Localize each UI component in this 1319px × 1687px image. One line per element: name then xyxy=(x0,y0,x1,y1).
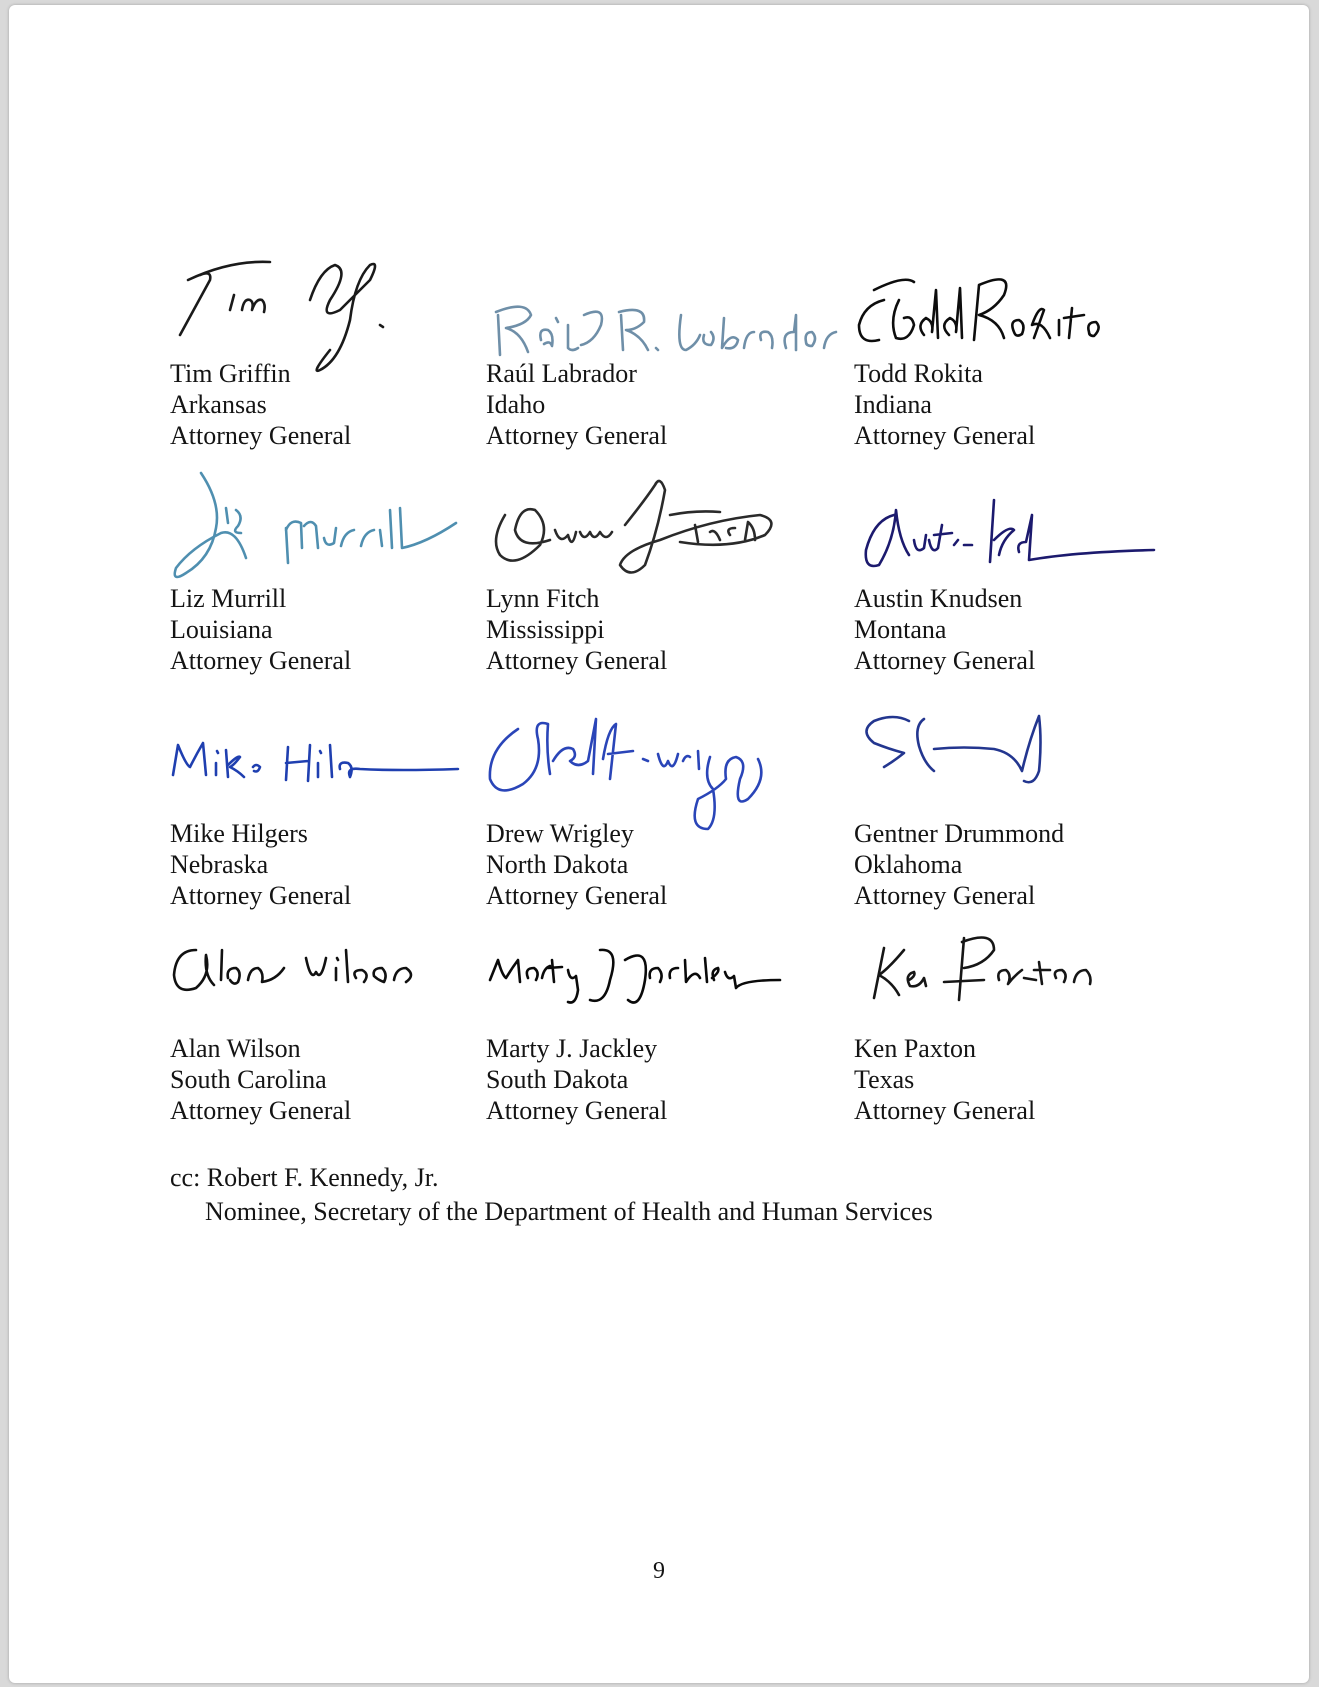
signature-stroke xyxy=(490,719,761,829)
page-number: 9 xyxy=(653,1558,665,1584)
signature-stroke xyxy=(496,307,836,355)
signatory-name: Lynn Fitch xyxy=(486,584,600,613)
signatory-state: Texas xyxy=(854,1065,915,1094)
signature-stroke xyxy=(175,473,456,577)
signatory-state: Montana xyxy=(854,615,947,644)
signature-stroke xyxy=(859,279,1099,341)
signatory-state: North Dakota xyxy=(486,850,629,879)
signatory-state: Idaho xyxy=(486,390,546,419)
signature-austin-knudsen xyxy=(854,480,1174,590)
signature-stroke xyxy=(180,262,383,371)
signature-alan-wilson xyxy=(166,920,466,1020)
signatory-name: Drew Wrigley xyxy=(486,819,634,848)
signature-tim-griffin xyxy=(170,240,470,370)
signature-todd-rokita xyxy=(854,260,1114,360)
signature-stroke xyxy=(867,716,1041,782)
signatory-state: South Carolina xyxy=(170,1065,327,1094)
signature-stroke xyxy=(490,950,780,1003)
signatory-title: Attorney General xyxy=(486,646,668,675)
signatory-name: Marty J. Jackley xyxy=(486,1034,658,1063)
signature-stroke xyxy=(174,950,411,990)
cc-recipient-title: Nominee, Secretary of the Department of Health and Human Services xyxy=(205,1197,933,1226)
signature-mike-hilgers xyxy=(168,705,468,805)
signature-stroke xyxy=(866,500,1154,566)
signatory-state: Louisiana xyxy=(170,615,273,644)
signature-liz-murrill xyxy=(166,468,466,598)
signatory-title: Attorney General xyxy=(854,1096,1036,1125)
signatory-title: Attorney General xyxy=(170,1096,352,1125)
signatory-title: Attorney General xyxy=(170,646,352,675)
signatory-name: Liz Murrill xyxy=(170,584,287,613)
signatory-name: Mike Hilgers xyxy=(170,819,308,848)
signatory-title: Attorney General xyxy=(854,646,1036,675)
signatory-name: Todd Rokita xyxy=(854,359,983,388)
signature-stroke xyxy=(496,481,771,573)
cc-block xyxy=(170,1161,933,1229)
signatory-state: South Dakota xyxy=(486,1065,629,1094)
document-page xyxy=(9,5,1309,1683)
cc-recipient: cc: Robert F. Kennedy, Jr. xyxy=(170,1163,439,1192)
signatory-name: Alan Wilson xyxy=(170,1034,301,1063)
signatory-title: Attorney General xyxy=(486,881,668,910)
signature-lynn-fitch xyxy=(480,470,790,600)
signatory-state: Indiana xyxy=(854,390,932,419)
signatory-name: Gentner Drummond xyxy=(854,819,1065,848)
signatory-state: Mississippi xyxy=(486,615,605,644)
signature-stroke xyxy=(874,938,1091,1001)
signatory-name: Austin Knudsen xyxy=(854,584,1023,613)
signatory-name: Raúl Labrador xyxy=(486,359,637,388)
signatory-name: Ken Paxton xyxy=(854,1034,977,1063)
signatory-name: Tim Griffin xyxy=(170,359,291,388)
signature-marty-jackley xyxy=(480,920,840,1030)
signatory-title: Attorney General xyxy=(170,881,352,910)
signatory-title: Attorney General xyxy=(170,421,352,450)
signatory-state: Oklahoma xyxy=(854,850,963,879)
signature-ken-paxton xyxy=(864,920,1134,1020)
signature-stroke xyxy=(173,743,458,781)
signature-gentner-drummond xyxy=(854,701,1084,811)
signatory-title: Attorney General xyxy=(854,421,1036,450)
signatory-state: Arkansas xyxy=(170,390,267,419)
signatory-title: Attorney General xyxy=(486,421,668,450)
signatory-state: Nebraska xyxy=(170,850,269,879)
signatory-title: Attorney General xyxy=(486,1096,668,1125)
signatory-title: Attorney General xyxy=(854,881,1036,910)
